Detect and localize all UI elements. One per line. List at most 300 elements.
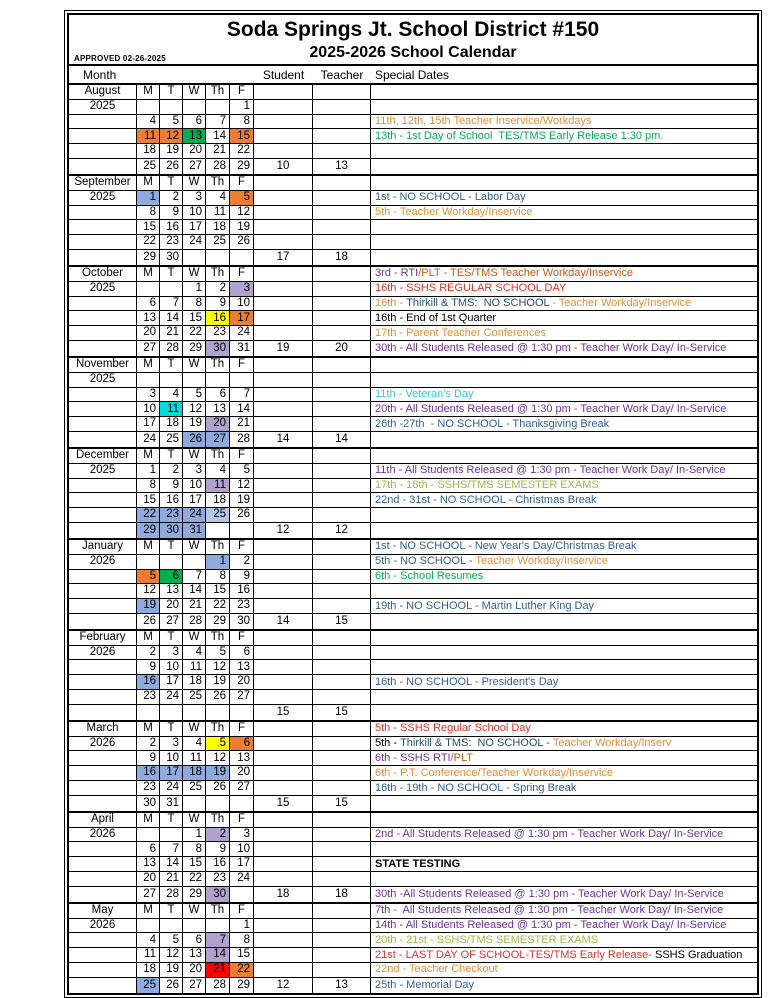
teacher-days-cell	[313, 857, 371, 872]
weekday-header: F	[230, 540, 254, 555]
date-cell: 5	[137, 570, 160, 585]
date-cell: 8	[230, 115, 254, 130]
page-subtitle: 2025-2026 School Calendar	[309, 44, 517, 61]
special-dates-cell	[371, 796, 757, 811]
weekday-header: T	[160, 358, 183, 373]
special-dates-cell	[371, 373, 757, 388]
teacher-days-cell	[313, 646, 371, 661]
date-cell: 12	[230, 479, 254, 494]
student-days-cell	[254, 751, 313, 766]
teacher-days-cell: 18	[313, 250, 371, 265]
student-days-cell	[254, 722, 313, 737]
calendar-outer-border	[64, 10, 762, 998]
date-cell: 30	[137, 796, 160, 811]
date-cell: 18	[206, 220, 230, 235]
special-dates-cell	[371, 978, 757, 993]
month-block-april	[69, 813, 757, 904]
date-cell: 20	[230, 675, 254, 690]
date-cell: 1	[206, 555, 230, 570]
date-cell: 20	[230, 766, 254, 781]
special-dates-cell	[371, 948, 757, 963]
date-cell: 13	[160, 584, 183, 599]
date-cell: 18	[137, 144, 160, 159]
special-dates-cell	[371, 326, 757, 341]
date-cell: 25	[206, 508, 230, 523]
student-days-cell	[254, 493, 313, 508]
date-cell: 13	[137, 311, 160, 326]
special-dates-cell	[371, 675, 757, 690]
date-cell: 16	[137, 766, 160, 781]
month-name: January	[69, 540, 137, 555]
date-cell: 13	[206, 402, 230, 417]
special-dates-cell	[371, 523, 757, 538]
month-label-cell	[69, 402, 137, 417]
teacher-days-cell	[313, 599, 371, 614]
weekday-header: W	[183, 176, 206, 191]
month-label-cell	[69, 326, 137, 341]
date-cell: 28	[206, 978, 230, 993]
date-cell: 21	[183, 599, 206, 614]
date-cell: 29	[183, 341, 206, 356]
special-dates-cell	[371, 614, 757, 629]
date-cell	[206, 796, 230, 811]
month-label-cell	[69, 599, 137, 614]
date-cell: 8	[183, 297, 206, 312]
date-cell: 24	[160, 690, 183, 705]
teacher-days-cell	[313, 660, 371, 675]
date-cell: 17	[160, 675, 183, 690]
student-days-cell: 14	[254, 432, 313, 447]
student-days-cell: 18	[254, 887, 313, 902]
teacher-days-cell	[313, 781, 371, 796]
student-days-cell	[254, 129, 313, 144]
teacher-days-cell: 20	[313, 341, 371, 356]
special-dates-cell	[371, 159, 757, 174]
date-cell	[183, 705, 206, 720]
date-cell: 6	[230, 737, 254, 752]
month-label-cell	[69, 341, 137, 356]
date-cell: 28	[230, 432, 254, 447]
special-dates-cell	[371, 963, 757, 978]
date-cell: 6	[183, 933, 206, 948]
weekday-header: W	[183, 631, 206, 646]
date-cell: 24	[183, 235, 206, 250]
special-dates-cell	[371, 191, 757, 206]
teacher-days-cell	[313, 417, 371, 432]
special-dates-cell	[371, 555, 757, 570]
special-dates-cell	[371, 115, 757, 130]
date-cell: 29	[230, 159, 254, 174]
date-cell: 14	[230, 402, 254, 417]
date-cell: 22	[230, 963, 254, 978]
month-label-cell	[69, 235, 137, 250]
date-cell: 27	[206, 432, 230, 447]
special-date-text: 20th - 21st - SSHS/TMS SEMESTER EXAMS	[375, 933, 599, 946]
date-cell: 4	[183, 646, 206, 661]
student-days-cell	[254, 220, 313, 235]
month-name: April	[69, 813, 137, 828]
date-cell: 16	[206, 311, 230, 326]
teacher-days-cell	[313, 267, 371, 282]
column-header-special: Special Dates	[375, 67, 450, 82]
date-cell: 12	[206, 751, 230, 766]
date-cell: 2	[206, 282, 230, 297]
month-label-cell	[69, 297, 137, 312]
date-cell: 23	[160, 508, 183, 523]
date-cell: 20	[183, 963, 206, 978]
weekday-header: Th	[206, 722, 230, 737]
date-cell: 20	[206, 417, 230, 432]
teacher-days-cell	[313, 555, 371, 570]
date-cell: 9	[160, 206, 183, 221]
date-cell: 14	[183, 584, 206, 599]
date-cell: 7	[160, 297, 183, 312]
student-days-cell	[254, 842, 313, 857]
special-dates-cell	[371, 570, 757, 585]
student-days-cell	[254, 297, 313, 312]
special-date-text: /PLT - TES/TMS Teacher Workday/Inservice	[418, 267, 633, 280]
student-days-cell	[254, 737, 313, 752]
special-dates-cell	[371, 781, 757, 796]
month-name: February	[69, 631, 137, 646]
teacher-days-cell	[313, 235, 371, 250]
date-cell: 18	[206, 493, 230, 508]
date-cell: 12	[230, 206, 254, 221]
date-cell	[183, 373, 206, 388]
date-cell: 27	[160, 614, 183, 629]
date-cell: 30	[230, 614, 254, 629]
special-dates-cell	[371, 660, 757, 675]
special-date-text: 7th - All Students Released @ 1:30 pm - Teacher Work Day/ In-Service	[375, 904, 724, 917]
weekday-header: T	[160, 267, 183, 282]
weekday-header: F	[230, 176, 254, 191]
date-cell: 17	[160, 766, 183, 781]
date-cell: 28	[160, 887, 183, 902]
date-cell: 15	[137, 220, 160, 235]
special-date-text: 30th - All Students Released @ 1:30 pm - Teacher Work Day/ In-Service	[375, 341, 727, 354]
date-cell: 26	[230, 235, 254, 250]
student-days-cell	[254, 326, 313, 341]
date-cell: 12	[160, 129, 183, 144]
weekday-header: M	[137, 85, 160, 100]
date-cell: 8	[206, 570, 230, 585]
month-label-cell	[69, 857, 137, 872]
month-label-cell	[69, 978, 137, 993]
month-label-cell	[69, 887, 137, 902]
weekday-header: W	[183, 358, 206, 373]
student-days-cell	[254, 766, 313, 781]
special-date-text: 17th - Parent Teacher Conferences	[375, 326, 547, 339]
date-cell	[206, 919, 230, 934]
student-days-cell	[254, 872, 313, 887]
date-cell: 5	[183, 388, 206, 403]
date-cell: 29	[137, 523, 160, 538]
date-cell: 15	[230, 129, 254, 144]
page-title: Soda Springs Jt. School District #150	[226, 18, 600, 41]
date-cell: 10	[183, 206, 206, 221]
date-cell: 5	[230, 464, 254, 479]
date-cell: 22	[137, 235, 160, 250]
date-cell: 1	[137, 464, 160, 479]
date-cell: 6	[230, 646, 254, 661]
student-days-cell	[254, 267, 313, 282]
date-cell: 7	[206, 933, 230, 948]
special-dates-cell	[371, 402, 757, 417]
date-cell	[183, 919, 206, 934]
weekday-header: Th	[206, 813, 230, 828]
date-cell: 11	[206, 479, 230, 494]
date-cell: 29	[183, 887, 206, 902]
weekday-header: Th	[206, 358, 230, 373]
student-days-cell	[254, 100, 313, 115]
date-cell: 4	[183, 737, 206, 752]
date-cell: 20	[137, 872, 160, 887]
date-cell: 25	[137, 978, 160, 993]
student-days-cell	[254, 508, 313, 523]
date-cell: 6	[137, 842, 160, 857]
date-cell	[206, 705, 230, 720]
teacher-days-cell	[313, 584, 371, 599]
date-cell: 5	[206, 646, 230, 661]
student-days-cell	[254, 540, 313, 555]
date-cell	[137, 705, 160, 720]
date-cell	[137, 555, 160, 570]
special-date-text: STATE TESTING	[375, 857, 461, 870]
special-date-text: 5th - SSHS Regular School Day	[375, 722, 531, 735]
date-cell: 9	[160, 479, 183, 494]
date-cell: 8	[137, 206, 160, 221]
date-cell	[160, 373, 183, 388]
month-year: 2026	[69, 737, 137, 752]
date-cell: 16	[230, 584, 254, 599]
date-cell: 24	[160, 781, 183, 796]
special-date-text: 16th - 19th - NO SCHOOL - Spring Break	[375, 781, 577, 794]
teacher-days-cell	[313, 326, 371, 341]
month-year: 2026	[69, 555, 137, 570]
date-cell	[206, 100, 230, 115]
date-cell: 12	[183, 402, 206, 417]
weekday-header: M	[137, 540, 160, 555]
weekday-header: M	[137, 358, 160, 373]
date-cell: 25	[183, 781, 206, 796]
date-cell	[230, 250, 254, 265]
weekday-header: W	[183, 85, 206, 100]
special-dates-cell	[371, 705, 757, 720]
month-label-cell	[69, 388, 137, 403]
student-days-cell: 12	[254, 978, 313, 993]
date-cell: 18	[183, 766, 206, 781]
month-label-cell	[69, 872, 137, 887]
special-date-text: Teacher Workday/Inservice	[475, 555, 608, 568]
approved-stamp: APPROVED 02-26-2025	[74, 54, 166, 63]
month-block-march	[69, 722, 757, 813]
date-cell: 10	[183, 479, 206, 494]
date-cell: 9	[206, 297, 230, 312]
teacher-days-cell	[313, 508, 371, 523]
date-cell: 26	[230, 508, 254, 523]
student-days-cell	[254, 631, 313, 646]
special-date-text: 11th - All Students Released @ 1:30 pm - Teacher Work Day/ In-Service	[375, 464, 726, 477]
month-label-cell	[69, 675, 137, 690]
date-cell: 19	[160, 963, 183, 978]
date-cell: 16	[160, 220, 183, 235]
date-cell: 17	[183, 220, 206, 235]
date-cell: 23	[160, 235, 183, 250]
date-cell: 12	[206, 660, 230, 675]
month-label-cell	[69, 614, 137, 629]
date-cell: 19	[183, 417, 206, 432]
special-dates-cell	[371, 933, 757, 948]
date-cell: 9	[230, 570, 254, 585]
date-cell	[160, 555, 183, 570]
special-date-text: 16th - NO SCHOOL - President's Day	[375, 675, 559, 688]
special-dates-cell	[371, 919, 757, 934]
month-year: 2026	[69, 828, 137, 843]
subtitle-row	[69, 42, 757, 64]
date-cell: 17	[137, 417, 160, 432]
special-dates-cell	[371, 341, 757, 356]
date-cell: 13	[230, 751, 254, 766]
date-cell: 7	[206, 115, 230, 130]
month-label-cell	[69, 220, 137, 235]
special-dates-cell	[371, 417, 757, 432]
special-date-text: 17th - 18th - SSHS/TMS SEMESTER EXAMS	[375, 478, 599, 491]
date-cell: 21	[206, 144, 230, 159]
teacher-days-cell: 14	[313, 432, 371, 447]
special-date-text: 6th - P.T. Conference/Teacher Workday/Inservice	[375, 766, 614, 779]
date-cell: 11	[183, 751, 206, 766]
date-cell	[183, 250, 206, 265]
teacher-days-cell	[313, 100, 371, 115]
date-cell: 8	[183, 842, 206, 857]
month-label-cell	[69, 796, 137, 811]
date-cell: 27	[230, 781, 254, 796]
teacher-days-cell: 12	[313, 523, 371, 538]
special-date-text: 11th, 12th, 15th Teacher Inservice/Workdays	[375, 115, 592, 128]
date-cell: 2	[160, 191, 183, 206]
date-cell	[183, 100, 206, 115]
date-cell: 8	[137, 479, 160, 494]
weekday-header: Th	[206, 540, 230, 555]
special-dates-cell	[371, 766, 757, 781]
date-cell: 5	[206, 737, 230, 752]
date-cell: 13	[137, 857, 160, 872]
special-date-text: 26th -27th - NO SCHOOL - Thanksgiving Break	[375, 417, 610, 430]
date-cell: 29	[206, 614, 230, 629]
date-cell: 6	[160, 570, 183, 585]
date-cell: 20	[137, 326, 160, 341]
special-date-text: 11th - Veteran's Day	[375, 387, 474, 400]
date-cell: 9	[206, 842, 230, 857]
date-cell: 22	[230, 144, 254, 159]
special-dates-cell	[371, 311, 757, 326]
teacher-days-cell	[313, 766, 371, 781]
date-cell	[183, 796, 206, 811]
date-cell: 2	[137, 646, 160, 661]
weekday-header: T	[160, 176, 183, 191]
month-name: December	[69, 449, 137, 464]
teacher-days-cell	[313, 206, 371, 221]
weekday-header: W	[183, 267, 206, 282]
month-block-august	[69, 85, 757, 176]
teacher-days-cell: 13	[313, 978, 371, 993]
special-date-text: Teacher Workday/Inserv	[552, 737, 672, 750]
student-days-cell	[254, 282, 313, 297]
student-days-cell	[254, 115, 313, 130]
weekday-header: T	[160, 722, 183, 737]
special-date-text: 14th - All Students Released @ 1:30 pm - Teacher Work Day/ In-Service	[375, 918, 727, 931]
teacher-days-cell: 15	[313, 614, 371, 629]
month-block-november	[69, 358, 757, 449]
date-cell	[206, 373, 230, 388]
special-dates-cell	[371, 206, 757, 221]
month-label-cell	[69, 417, 137, 432]
student-days-cell	[254, 235, 313, 250]
date-cell: 7	[230, 388, 254, 403]
student-days-cell	[254, 191, 313, 206]
date-cell: 26	[206, 781, 230, 796]
date-cell: 19	[230, 493, 254, 508]
date-cell: 26	[183, 432, 206, 447]
month-name: November	[69, 358, 137, 373]
date-cell: 12	[160, 948, 183, 963]
student-days-cell	[254, 660, 313, 675]
special-dates-cell	[371, 282, 757, 297]
month-label-cell	[69, 933, 137, 948]
month-label-cell	[69, 115, 137, 130]
date-cell	[230, 887, 254, 902]
student-days-cell	[254, 948, 313, 963]
date-cell: 25	[137, 159, 160, 174]
weekday-header: M	[137, 722, 160, 737]
date-cell: 26	[160, 978, 183, 993]
student-days-cell	[254, 417, 313, 432]
special-dates-cell	[371, 857, 757, 872]
date-cell: 31	[183, 523, 206, 538]
date-cell	[230, 373, 254, 388]
calendar-months	[69, 85, 757, 993]
weekday-header: F	[230, 631, 254, 646]
teacher-days-cell	[313, 479, 371, 494]
special-date-text: 5th - Teacher Workday/Inservice	[375, 206, 533, 219]
month-year: 2025	[69, 191, 137, 206]
student-days-cell	[254, 584, 313, 599]
teacher-days-cell	[313, 297, 371, 312]
student-days-cell: 12	[254, 523, 313, 538]
student-days-cell	[254, 963, 313, 978]
date-cell: 1	[230, 919, 254, 934]
special-dates-cell	[371, 100, 757, 115]
date-cell: 23	[137, 781, 160, 796]
date-cell: 3	[160, 646, 183, 661]
student-days-cell	[254, 176, 313, 191]
date-cell	[160, 100, 183, 115]
student-days-cell	[254, 358, 313, 373]
date-cell: 14	[206, 129, 230, 144]
date-cell: 24	[230, 872, 254, 887]
special-dates-cell	[371, 599, 757, 614]
date-cell: 8	[230, 933, 254, 948]
month-year: 2026	[69, 646, 137, 661]
date-cell: 7	[160, 842, 183, 857]
date-cell: 11	[206, 206, 230, 221]
date-cell: 4	[206, 191, 230, 206]
weekday-header: M	[137, 904, 160, 919]
date-cell: 4	[137, 933, 160, 948]
special-date-text: 2nd - All Students Released @ 1:30 pm - Teacher Work Day/ In-Service	[375, 827, 724, 840]
date-cell: 1	[183, 828, 206, 843]
special-dates-cell	[371, 493, 757, 508]
